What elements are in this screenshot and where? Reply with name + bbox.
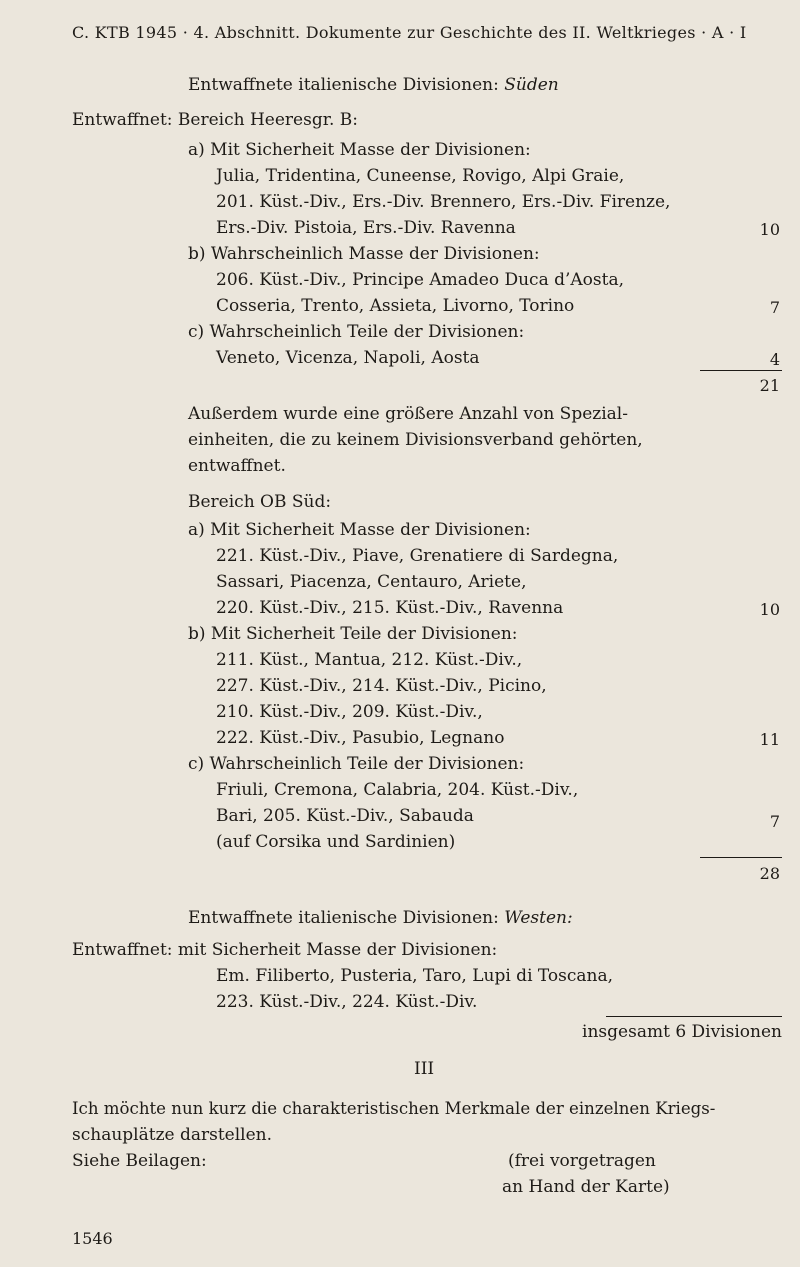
west-title — [188, 907, 573, 929]
hgb-c-line: Veneto, Vicenza, Napoli, Aosta — [216, 348, 480, 368]
ob-c-count: 7 — [769, 812, 780, 831]
section-paragraph: schauplätze darstellen. — [72, 1125, 273, 1145]
ob-b-heading: b) Mit Sicherheit Teile der Divisionen: — [188, 624, 518, 644]
sum-rule — [700, 370, 782, 371]
ob-a-line: 220. Küst.-Div., 215. Küst.-Div., Ravenna — [216, 598, 564, 618]
ob-a-line: 221. Küst.-Div., Piave, Grenatiere di Sardegna, — [216, 546, 619, 566]
siehe-beilagen: Siehe Beilagen: — [72, 1151, 207, 1171]
south-title-prefix: Entwaffnete italienische Divisionen: — [188, 75, 505, 95]
hgb-a-heading: a) Mit Sicherheit Masse der Divisionen: — [188, 140, 531, 160]
heeresgr-label: Entwaffnet: Bereich Heeresgr. B: — [72, 110, 359, 130]
hgb-b-line: Cosseria, Trento, Assieta, Livorno, Torino — [216, 296, 575, 316]
west-total: insgesamt 6 Divisionen — [582, 1022, 782, 1042]
hgb-c-count: 4 — [769, 350, 780, 369]
west-label: Entwaffnet: mit Sicherheit Masse der Divisionen: — [72, 940, 498, 960]
west-line: Em. Filiberto, Pusteria, Taro, Lupi di Toscana, — [216, 966, 614, 986]
ob-c-heading: c) Wahrscheinlich Teile der Divisionen: — [188, 754, 525, 774]
extra-text: einheiten, die zu keinem Divisionsverband gehörten, — [188, 430, 643, 450]
ob-a-count: 10 — [759, 600, 780, 619]
west-title-prefix: Entwaffnete italienische Divisionen: — [188, 908, 505, 928]
hgb-a-count: 10 — [759, 220, 780, 239]
ob-total: 28 — [759, 864, 780, 883]
hgb-b-count: 7 — [769, 298, 780, 317]
running-header: C. KTB 1945 · 4. Abschnitt. Dokumente zur Geschichte des II. Weltkrieges · A · I — [72, 23, 747, 42]
ob-b-line: 210. Küst.-Div., 209. Küst.-Div., — [216, 702, 483, 722]
section-numeral: III — [414, 1059, 435, 1079]
ob-b-line: 211. Küst., Mantua, 212. Küst.-Div., — [216, 650, 523, 670]
hgb-a-line: Julia, Tridentina, Cuneense, Rovigo, Alpi Graie, — [216, 166, 625, 186]
ob-a-heading: a) Mit Sicherheit Masse der Divisionen: — [188, 520, 531, 540]
ob-b-line: 227. Küst.-Div., 214. Küst.-Div., Picino, — [216, 676, 547, 696]
hgb-b-heading: b) Wahrscheinlich Masse der Divisionen: — [188, 244, 540, 264]
west-title-region: Westen: — [504, 908, 573, 928]
ob-a-line: Sassari, Piacenza, Centauro, Ariete, — [216, 572, 527, 592]
ob-b-line: 222. Küst.-Div., Pasubio, Legnano — [216, 728, 505, 748]
ob-c-line: Bari, 205. Küst.-Div., Sabauda — [216, 806, 474, 826]
ob-b-count: 11 — [759, 730, 780, 749]
south-title — [188, 74, 559, 96]
page-number: 1546 — [72, 1229, 113, 1248]
hgb-total: 21 — [759, 376, 780, 395]
extra-text: Außerdem wurde eine größere Anzahl von Spezial- — [188, 404, 628, 424]
south-title-region: Süden — [504, 75, 559, 95]
sum-rule — [700, 857, 782, 858]
hgb-c-heading: c) Wahrscheinlich Teile der Divisionen: — [188, 322, 525, 342]
hgb-b-line: 206. Küst.-Div., Principe Amadeo Duca d’Aosta, — [216, 270, 624, 290]
ob-c-line: Friuli, Cremona, Calabria, 204. Küst.-Div., — [216, 780, 579, 800]
section-paragraph: Ich möchte nun kurz die charakteristischen Merkmale der einzelnen Kriegs- — [72, 1099, 716, 1118]
west-line: 223. Küst.-Div., 224. Küst.-Div. — [216, 992, 478, 1012]
hgb-a-line: Ers.-Div. Pistoia, Ers.-Div. Ravenna — [216, 218, 516, 238]
note-line: (frei vorgetragen — [508, 1151, 656, 1171]
ob-label: Bereich OB Süd: — [188, 492, 332, 512]
hgb-a-line: 201. Küst.-Div., Ers.-Div. Brennero, Ers.-Div. Firenze, — [216, 192, 671, 212]
sum-rule — [606, 1016, 782, 1017]
extra-text: entwaffnet. — [188, 456, 286, 476]
ob-c-line: (auf Corsika und Sardinien) — [216, 832, 456, 852]
note-line: an Hand der Karte) — [502, 1177, 670, 1197]
